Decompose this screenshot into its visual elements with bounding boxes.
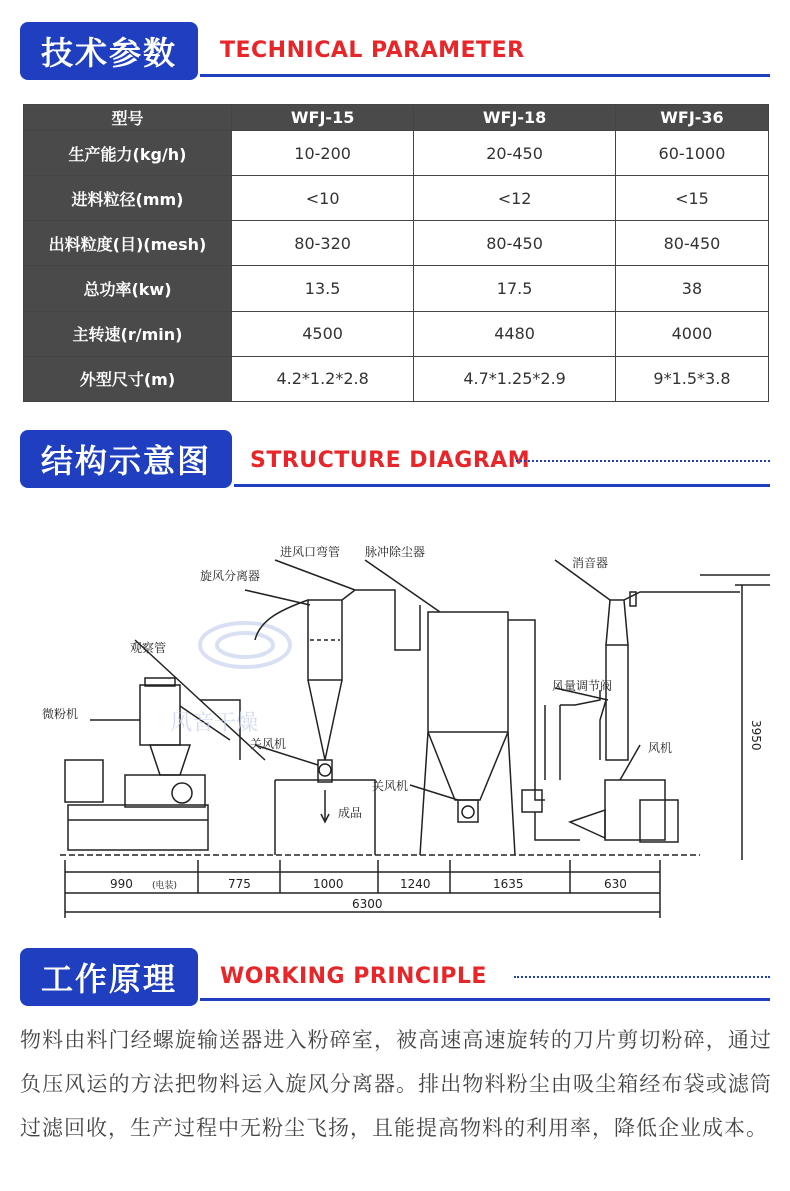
divider xyxy=(200,74,770,77)
working-title-cn: 工作原理 xyxy=(20,948,198,1006)
label-silencer: 消音器 xyxy=(572,556,609,570)
divider xyxy=(234,484,770,487)
technical-title-cn: 技术参数 xyxy=(20,22,198,80)
row-label: 出料粒度(目)(mesh) xyxy=(24,221,232,266)
dim-630: 630 xyxy=(604,877,627,891)
label-airlock-2: 关风机 xyxy=(372,779,409,793)
structure-title-en: STRUCTURE DIAGRAM xyxy=(250,448,531,473)
row-label: 外型尺寸(m) xyxy=(24,356,232,401)
label-airlock-1: 关风机 xyxy=(250,737,287,751)
cell: 4000 xyxy=(615,311,768,356)
structure-header xyxy=(0,420,790,500)
table-row xyxy=(24,221,769,266)
cell: 60-1000 xyxy=(615,131,768,176)
table-row xyxy=(24,356,769,401)
structure-title-cn: 结构示意图 xyxy=(20,430,232,488)
cell: 4480 xyxy=(414,311,616,356)
cell: 4.7*1.25*2.9 xyxy=(414,356,616,401)
header-model: 型号 xyxy=(24,105,232,131)
label-fan: 风机 xyxy=(648,741,673,755)
table-row xyxy=(24,176,769,221)
label-cyclone: 旋风分离器 xyxy=(200,569,261,583)
table-row xyxy=(24,266,769,311)
cell: 13.5 xyxy=(232,266,414,311)
dim-775: 775 xyxy=(228,877,251,891)
cell: <10 xyxy=(232,176,414,221)
row-label: 生产能力(kg/h) xyxy=(24,131,232,176)
label-pulse-dust: 脉冲除尘器 xyxy=(365,545,426,559)
table-header-row xyxy=(24,105,769,131)
cell: 9*1.5*3.8 xyxy=(615,356,768,401)
structure-diagram xyxy=(0,520,790,930)
header-col: WFJ-15 xyxy=(232,105,414,131)
dim-990: 990 xyxy=(110,877,133,891)
header-col: WFJ-18 xyxy=(414,105,616,131)
dim-1000: 1000 xyxy=(313,877,344,891)
cell: <15 xyxy=(615,176,768,221)
watermark-logo xyxy=(200,520,295,667)
dim-1240: 1240 xyxy=(400,877,431,891)
label-product: 成品 xyxy=(338,806,363,820)
dotted-rule xyxy=(516,460,770,462)
dim-total: 6300 xyxy=(352,897,383,911)
dim-note: (电装) xyxy=(152,881,178,891)
working-header xyxy=(0,940,790,1010)
label-observe: 观察管 xyxy=(130,641,167,655)
cell: 20-450 xyxy=(414,131,616,176)
cell: 17.5 xyxy=(414,266,616,311)
technical-header xyxy=(0,0,790,90)
label-damper: 风量调节阀 xyxy=(552,679,613,693)
params-table xyxy=(23,104,769,402)
table-row xyxy=(24,311,769,356)
dim-1635: 1635 xyxy=(493,877,524,891)
row-label: 主转速(r/min) xyxy=(24,311,232,356)
header-col: WFJ-36 xyxy=(615,105,768,131)
row-label: 进料粒径(mm) xyxy=(24,176,232,221)
label-height: 3950 xyxy=(749,720,763,751)
cell: 80-450 xyxy=(414,221,616,266)
cell: 4.2*1.2*2.8 xyxy=(232,356,414,401)
working-principle-text: 物料由料门经螺旋输送器进入粉碎室，被高速高速旋转的刀片剪切粉碎，通过负压风运的方法把物料运入旋风分离器。排出物料粉尘由吸尘箱经布袋或滤筒过滤回收，生产过程中无粉尘飞扬，且能提高物料的利用率，降低企业成本。 xyxy=(20,1028,772,1140)
label-inlet-pipe: 进风口弯管 xyxy=(280,545,341,559)
working-title-en: WORKING PRINCIPLE xyxy=(220,964,487,989)
cell: 38 xyxy=(615,266,768,311)
cell: 80-450 xyxy=(615,221,768,266)
cell: 80-320 xyxy=(232,221,414,266)
cell: 10-200 xyxy=(232,131,414,176)
divider xyxy=(200,998,770,1001)
row-label: 总功率(kw) xyxy=(24,266,232,311)
cell: 4500 xyxy=(232,311,414,356)
dotted-rule xyxy=(514,976,770,978)
technical-title-en: TECHNICAL PARAMETER xyxy=(220,38,525,63)
table-row xyxy=(24,131,769,176)
watermark-text: 风音干燥 xyxy=(170,711,259,736)
label-mill: 微粉机 xyxy=(42,707,79,721)
cell: <12 xyxy=(414,176,616,221)
